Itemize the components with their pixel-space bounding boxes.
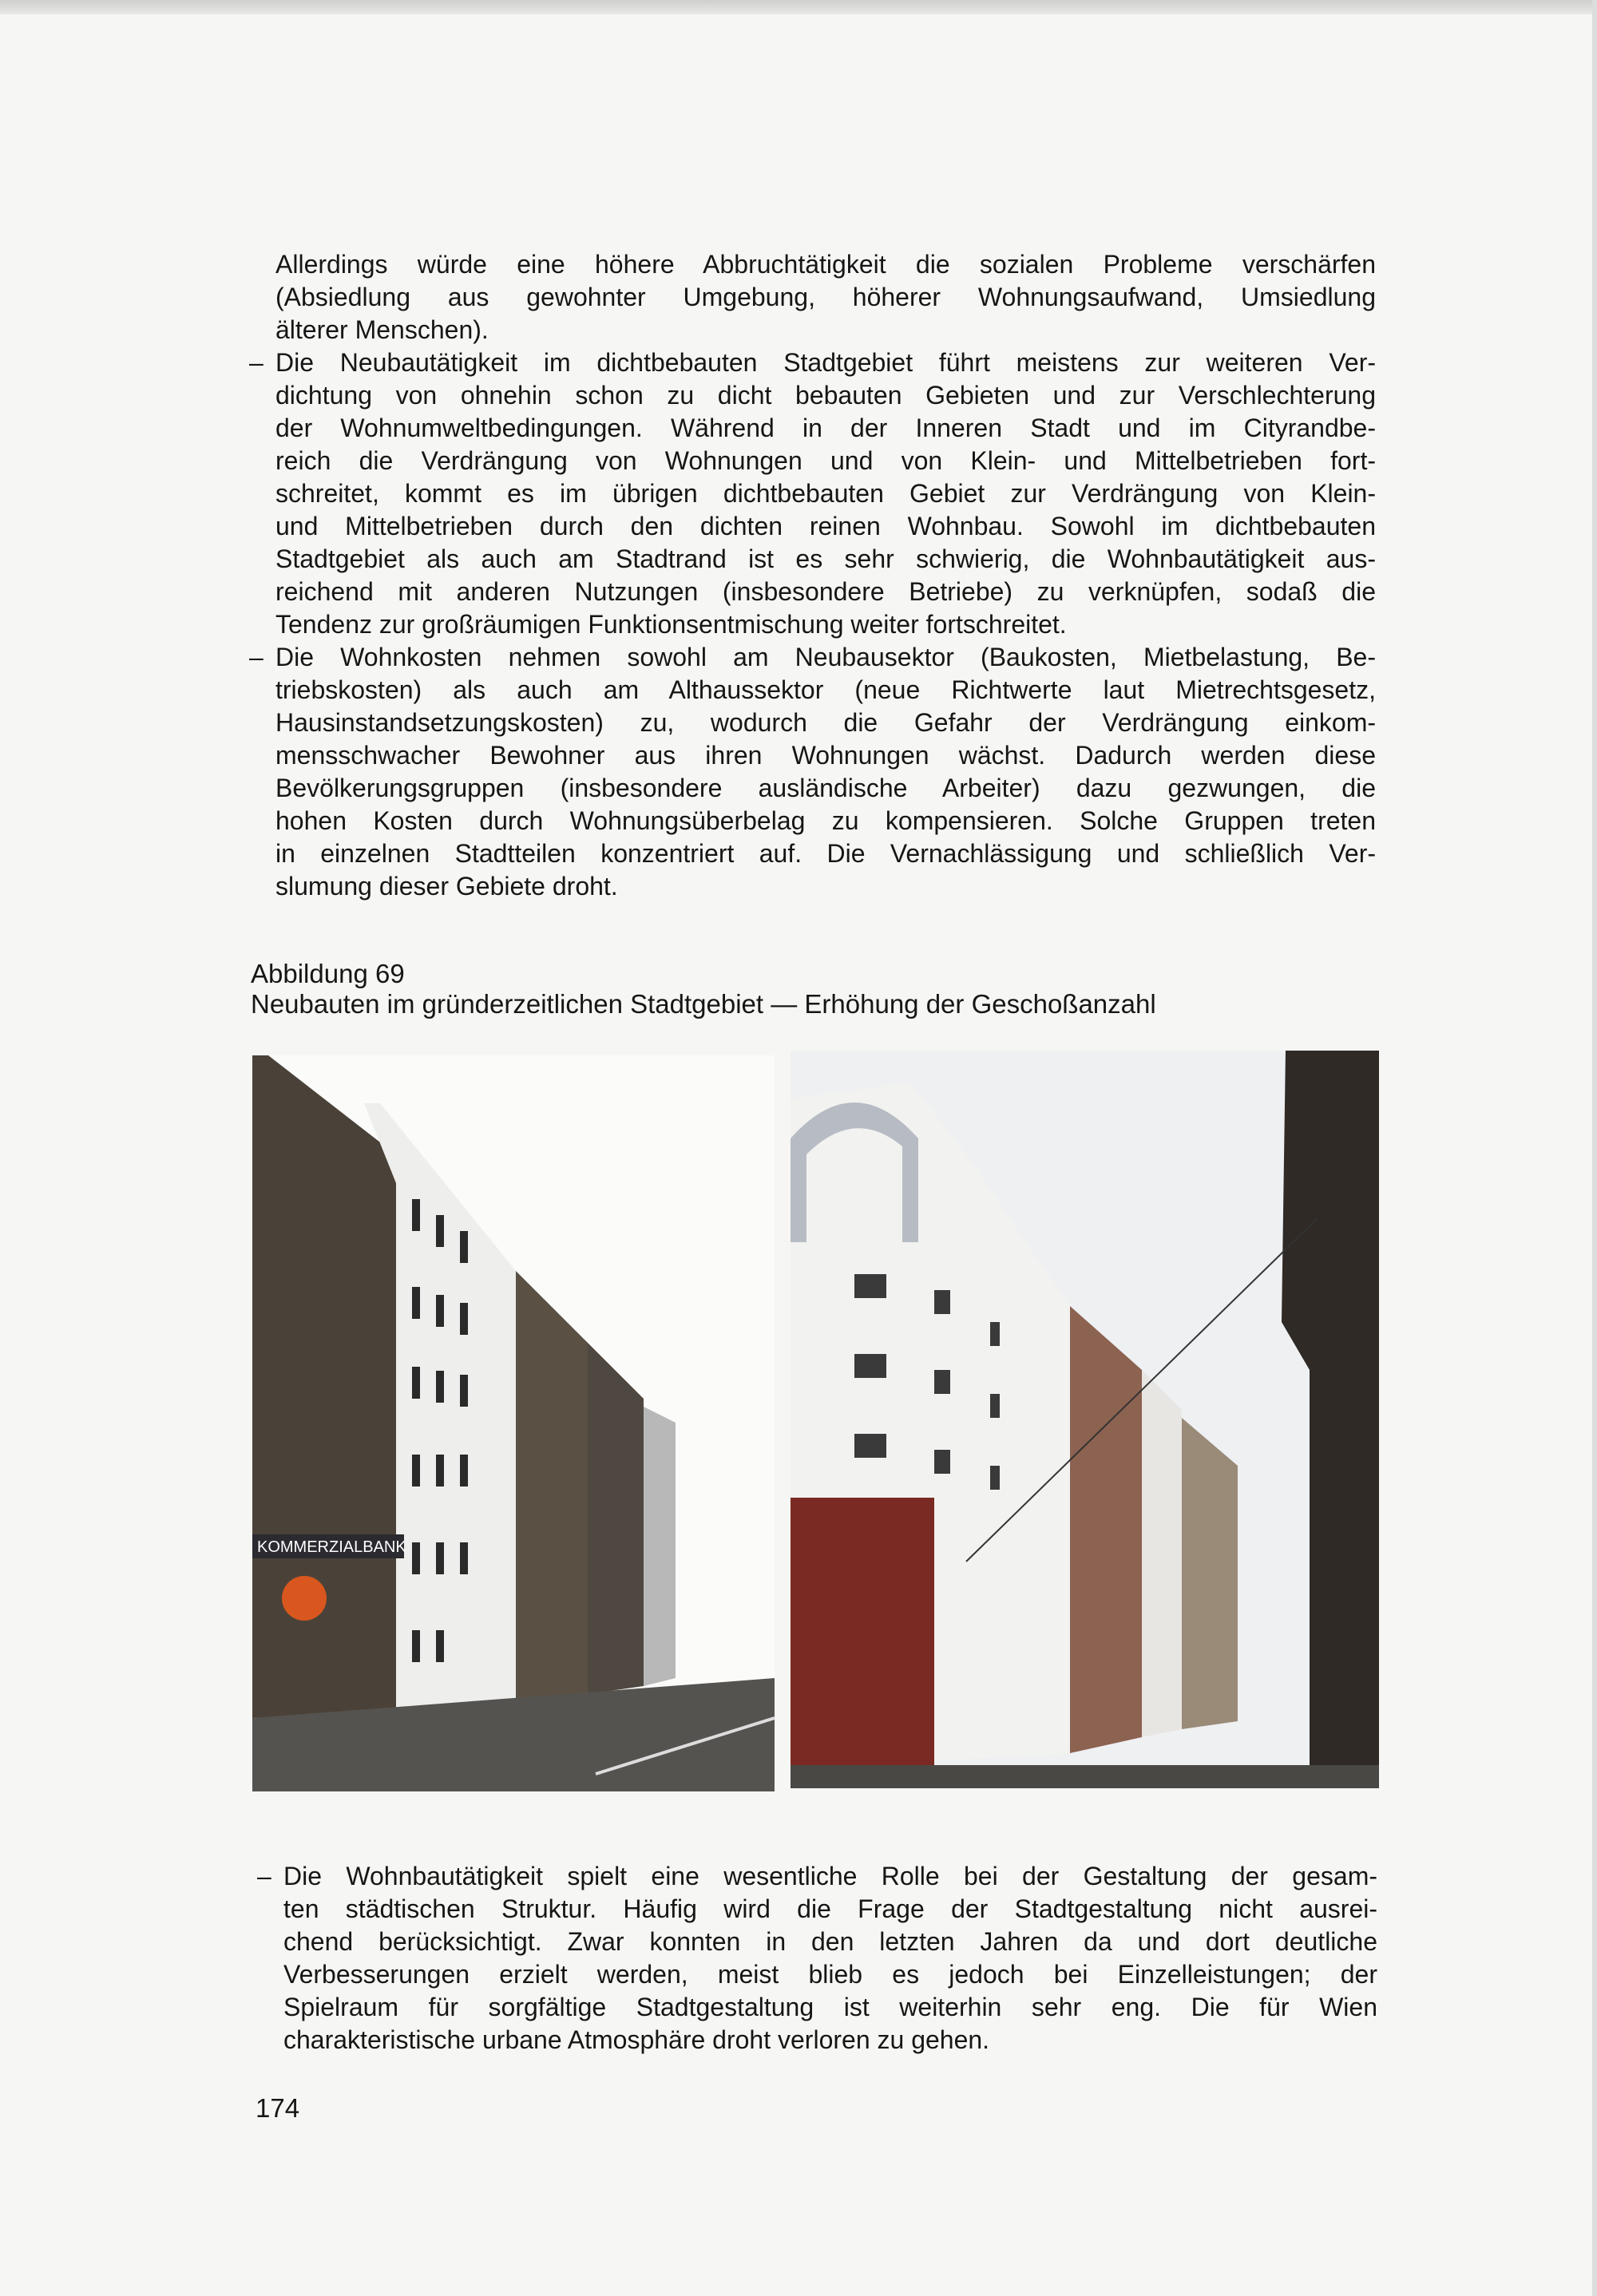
text-line: Die Neubautätigkeit im dichtbebauten Stadtgebiet führt meistens zur weiteren Ver- (275, 348, 1376, 377)
text-line: triebskosten) als auch am Althaussektor (neue Richtwerte laut Mietrechtsgesetz, (275, 675, 1376, 704)
text-line: der Wohnumweltbedingungen. Während in der Inneren Stadt und im Cityrandbe- (275, 414, 1376, 442)
bullet-dash: – (249, 348, 264, 377)
text-line: Bevölkerungsgruppen (insbesondere ausländische Arbeiter) dazu gezwungen, die (275, 774, 1376, 802)
text-line: (Absiedlung aus gewohnter Umgebung, höherer Wohnungsaufwand, Umsiedlung (275, 283, 1376, 311)
scan-right-edge (1592, 0, 1597, 2296)
page-number: 174 (256, 2093, 300, 2123)
text-line: Verbesserungen erzielt werden, meist blieb es jedoch bei Einzelleistungen; der (283, 1960, 1377, 1989)
text-line: mensschwacher Bewohner aus ihren Wohnungen wächst. Dadurch werden diese (275, 741, 1376, 770)
photo-left-street (252, 1055, 775, 1791)
text-line: Spielraum für sorgfältige Stadtgestaltung ist weiterhin sehr eng. Die für Wien (283, 1993, 1377, 2021)
text-line: charakteristische urbane Atmosphäre droht verloren zu gehen. (283, 2025, 990, 2054)
bullet-dash: – (257, 1862, 271, 1890)
text-line: ten städtischen Struktur. Häufig wird die Frage der Stadtgestaltung nicht ausrei- (283, 1894, 1377, 1923)
bank-sign: KOMMERZIALBANK (257, 1538, 406, 1556)
text-line: Tendenz zur großräumigen Funktionsentmischung weiter fortschreitet. (275, 610, 1067, 639)
text-line: in einzelnen Stadtteilen konzentriert auf. Die Vernachlässigung und schließlich Ver- (275, 839, 1376, 868)
text-line: dichtung von ohnehin schon zu dicht bebauten Gebieten und zur Verschlechterung (275, 381, 1376, 410)
paragraph-3 (249, 641, 1376, 903)
text-line: Stadtgebiet als auch am Stadtrand ist es sehr schwierig, die Wohnbautätigkeit aus- (275, 544, 1376, 573)
text-line: chend berücksichtigt. Zwar konnten in den letzten Jahren da und dort deutliche (283, 1927, 1377, 1956)
text-line: und Mittelbetrieben durch den dichten reinen Wohnbau. Sowohl im dichtbebauten (275, 512, 1376, 540)
text-line: schreitet, kommt es im übrigen dichtbebauten Gebiet zur Verdrängung von Klein- (275, 479, 1376, 508)
photo-right-street (791, 1051, 1379, 1788)
text-line: reich die Verdrängung von Wohnungen und von Klein- und Mittelbetrieben fort- (275, 446, 1376, 475)
figure-label: Abbildung 69 (251, 959, 405, 988)
text-line: Allerdings würde eine höhere Abbruchtätigkeit die sozialen Probleme verschärfen (275, 250, 1376, 279)
figure-title: Neubauten im gründerzeitlichen Stadtgebiet — Erhöhung der Geschoßanzahl (251, 989, 1156, 1019)
paragraph-2 (249, 346, 1376, 641)
text-line: reichend mit anderen Nutzungen (insbesondere Betriebe) zu verknüpfen, sodaß die (275, 577, 1376, 606)
text-line: Die Wohnkosten nehmen sowohl am Neubausektor (Baukosten, Mietbelastung, Be- (275, 643, 1376, 671)
scan-top-edge (0, 0, 1597, 14)
bullet-dash: – (249, 643, 264, 671)
paragraph-4 (257, 1860, 1377, 2057)
text-line: Hausinstandsetzungskosten) zu, wodurch die Gefahr der Verdrängung einkom- (275, 708, 1376, 737)
paragraph-1 (275, 248, 1376, 346)
text-line: slumung dieser Gebiete droht. (275, 872, 618, 901)
text-line: älterer Menschen). (275, 315, 489, 344)
text-line: Die Wohnbautätigkeit spielt eine wesentliche Rolle bei der Gestaltung der gesam- (283, 1862, 1377, 1890)
text-line: hohen Kosten durch Wohnungsüberbelag zu kompensieren. Solche Gruppen treten (275, 806, 1376, 835)
